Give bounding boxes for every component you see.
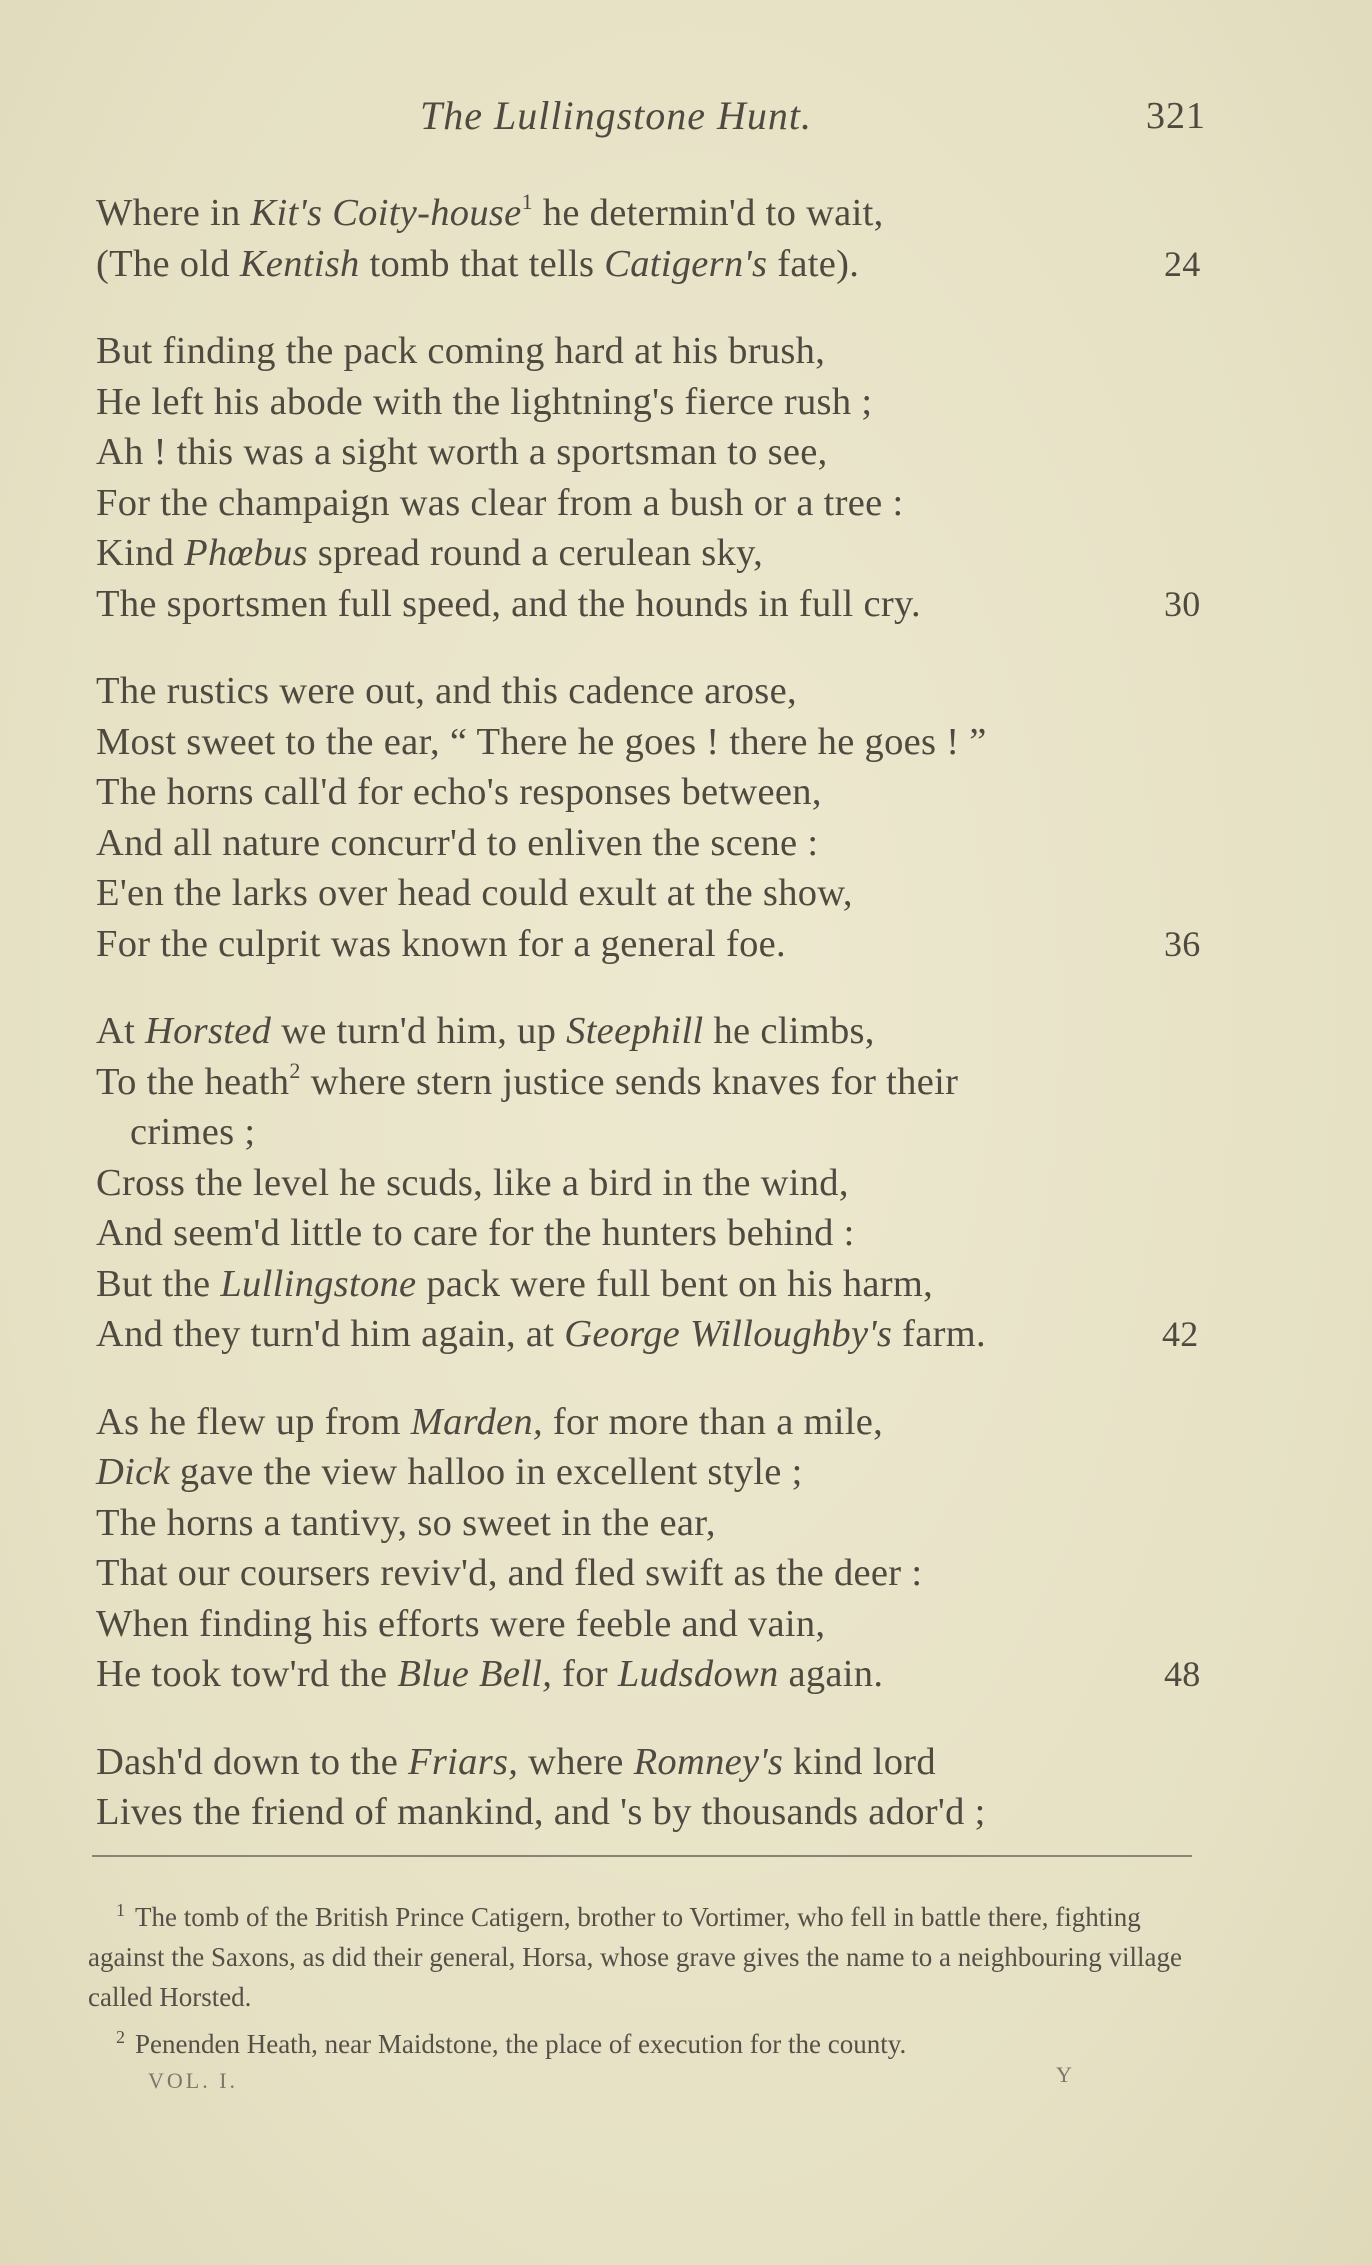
poem-line xyxy=(0,1259,1372,1310)
line-number: 24 xyxy=(1164,243,1201,284)
line-text: spread round a cerulean sky, xyxy=(307,532,764,574)
poem-line xyxy=(0,1006,1372,1057)
stanza xyxy=(0,1737,1372,1838)
footnote-reference: 1 xyxy=(521,189,533,214)
line-text: farm. xyxy=(892,1313,986,1355)
line-number: 42 xyxy=(1162,1314,1199,1354)
line-text: And seem'd little to care for the hunters behind : xyxy=(96,1212,855,1254)
poem-line xyxy=(0,1649,1372,1700)
line-text: for xyxy=(552,1653,618,1695)
poem-line xyxy=(0,326,1372,377)
footnote-reference: 2 xyxy=(289,1057,301,1083)
signature-line xyxy=(0,2062,1372,2108)
line-text: gave the view halloo in excellent style ; xyxy=(169,1451,803,1493)
poem-line xyxy=(0,239,1372,290)
footnote-text: Penenden Heath, near Maidstone, the place of execution for the county. xyxy=(135,2029,907,2059)
line-text: E'en the larks over head could exult at the show, xyxy=(96,872,853,914)
line-text: Where in xyxy=(96,192,251,234)
italic-text: Marden, xyxy=(410,1400,543,1443)
line-text: When finding his efforts were feeble and vain, xyxy=(96,1602,826,1645)
page-number: 321 xyxy=(1146,95,1206,137)
poem-line xyxy=(0,717,1372,768)
footnote-marker: 1 xyxy=(116,1900,125,1920)
line-text: where stern justice sends knaves for their xyxy=(300,1060,959,1103)
poem-line xyxy=(0,818,1372,869)
poem-line xyxy=(0,1737,1372,1788)
poem-line xyxy=(0,1309,1372,1360)
poem-line xyxy=(0,1498,1372,1549)
poem-line xyxy=(0,1447,1372,1498)
line-text: And all nature concurr'd to enliven the scene : xyxy=(96,821,819,864)
stanza xyxy=(0,1397,1372,1700)
gathering-letter: Y xyxy=(1056,2062,1075,2087)
page-header xyxy=(0,92,1372,142)
line-text: (The old xyxy=(96,242,240,285)
line-text: Most sweet to the ear, “ There he goes ! there he goes ! ” xyxy=(96,720,987,763)
running-title: The Lullingstone Hunt. xyxy=(420,93,813,138)
line-text: And they turn'd him again, at xyxy=(96,1313,565,1355)
line-text: The horns call'd for echo's responses between, xyxy=(96,771,822,813)
poem-line xyxy=(0,528,1372,579)
italic-text: George Willoughby's xyxy=(564,1313,893,1355)
italic-text: Phœbus xyxy=(184,532,308,574)
poem-line xyxy=(0,579,1372,630)
line-text: As he flew up from xyxy=(96,1400,411,1443)
line-text: He took tow'rd the xyxy=(96,1653,398,1695)
line-text: kind lord xyxy=(783,1740,936,1783)
poem-body xyxy=(0,188,1372,1875)
poem-line xyxy=(0,1057,1372,1108)
line-text: we turn'd him, up xyxy=(271,1010,567,1052)
italic-text: Friars, xyxy=(408,1740,519,1783)
line-text: Kind xyxy=(96,532,185,574)
poem-line xyxy=(0,868,1372,919)
footnote-2 xyxy=(88,2017,1208,2064)
line-text: The sportsmen full speed, and the hounds in full cry. xyxy=(96,582,921,625)
poem-line xyxy=(0,1787,1372,1838)
line-text: The rustics were out, and this cadence arose, xyxy=(96,670,797,712)
line-text: tomb that tells xyxy=(359,242,605,285)
italic-text: Blue Bell, xyxy=(397,1653,553,1695)
line-text: For the culprit was known for a general foe. xyxy=(96,922,786,965)
line-text: That our coursers reviv'd, and fled swift as the deer : xyxy=(96,1552,923,1594)
line-text: But the xyxy=(96,1262,221,1305)
footnote-rule xyxy=(92,1855,1192,1857)
poem-line xyxy=(0,188,1372,239)
italic-text: Kentish xyxy=(239,242,360,285)
italic-text: Ludsdown xyxy=(617,1653,779,1695)
line-number: 36 xyxy=(1164,923,1201,964)
line-text: again. xyxy=(778,1653,884,1695)
line-text: The horns a tantivy, so sweet in the ear, xyxy=(96,1501,716,1544)
line-text: But finding the pack coming hard at his brush, xyxy=(96,330,826,372)
poem-line xyxy=(0,767,1372,818)
line-text: Dash'd down to the xyxy=(96,1740,409,1783)
poem-line xyxy=(0,666,1372,717)
italic-text: Kit's Coity-house xyxy=(250,192,522,234)
footnote-text: The tomb of the British Prince Catigern, brother to Vortimer, who fell in battle there, fighting against the Saxons, as did their general, Horsa, whose grave gives the name to a neighbouring village called Horsted. xyxy=(88,1902,1182,2012)
poem-line xyxy=(0,1208,1372,1259)
line-text: fate). xyxy=(767,242,860,285)
stanza xyxy=(0,188,1372,289)
line-text: he determin'd to wait, xyxy=(532,192,884,234)
footnotes xyxy=(88,1890,1208,2064)
poem-line xyxy=(0,1107,1372,1158)
footnote-marker: 2 xyxy=(116,2027,125,2047)
italic-text: Dick xyxy=(96,1451,170,1493)
line-text: Cross the level he scuds, like a bird in the wind, xyxy=(96,1161,849,1204)
line-text: He left his abode with the lightning's fierce rush ; xyxy=(96,380,873,423)
poem-line xyxy=(0,377,1372,428)
poem-line xyxy=(0,1158,1372,1209)
italic-text: Steephill xyxy=(566,1010,704,1052)
poem-line xyxy=(0,427,1372,478)
line-text: Ah ! this was a sight worth a sportsman to see, xyxy=(96,431,828,473)
line-text: At xyxy=(96,1010,146,1052)
line-text: he climbs, xyxy=(703,1010,875,1052)
line-text: To the heath xyxy=(96,1060,290,1103)
italic-text: Lullingstone xyxy=(220,1262,417,1305)
line-text: Lives the friend of mankind, and 's by thousands ador'd ; xyxy=(96,1791,986,1833)
poem-line xyxy=(0,1599,1372,1650)
italic-text: Romney's xyxy=(633,1740,784,1783)
italic-text: Catigern's xyxy=(604,242,768,285)
line-text: for more than a mile, xyxy=(542,1400,884,1443)
line-number: 48 xyxy=(1164,1654,1201,1694)
poem-line xyxy=(0,1548,1372,1599)
footnote-1 xyxy=(88,1890,1208,2017)
poem-line xyxy=(0,919,1372,970)
line-text: For the champaign was clear from a bush or a tree : xyxy=(96,481,904,524)
poem-line xyxy=(0,478,1372,529)
line-text: crimes ; xyxy=(130,1111,256,1153)
volume-signature: VOL. I. xyxy=(148,2068,239,2093)
line-number: 30 xyxy=(1164,583,1201,624)
poem-line xyxy=(0,1397,1372,1448)
italic-text: Horsted xyxy=(145,1010,272,1052)
stanza xyxy=(0,1006,1372,1360)
stanza xyxy=(0,666,1372,969)
line-text: where xyxy=(518,1740,634,1783)
stanza xyxy=(0,326,1372,629)
line-text: pack were full bent on his harm, xyxy=(416,1262,934,1305)
